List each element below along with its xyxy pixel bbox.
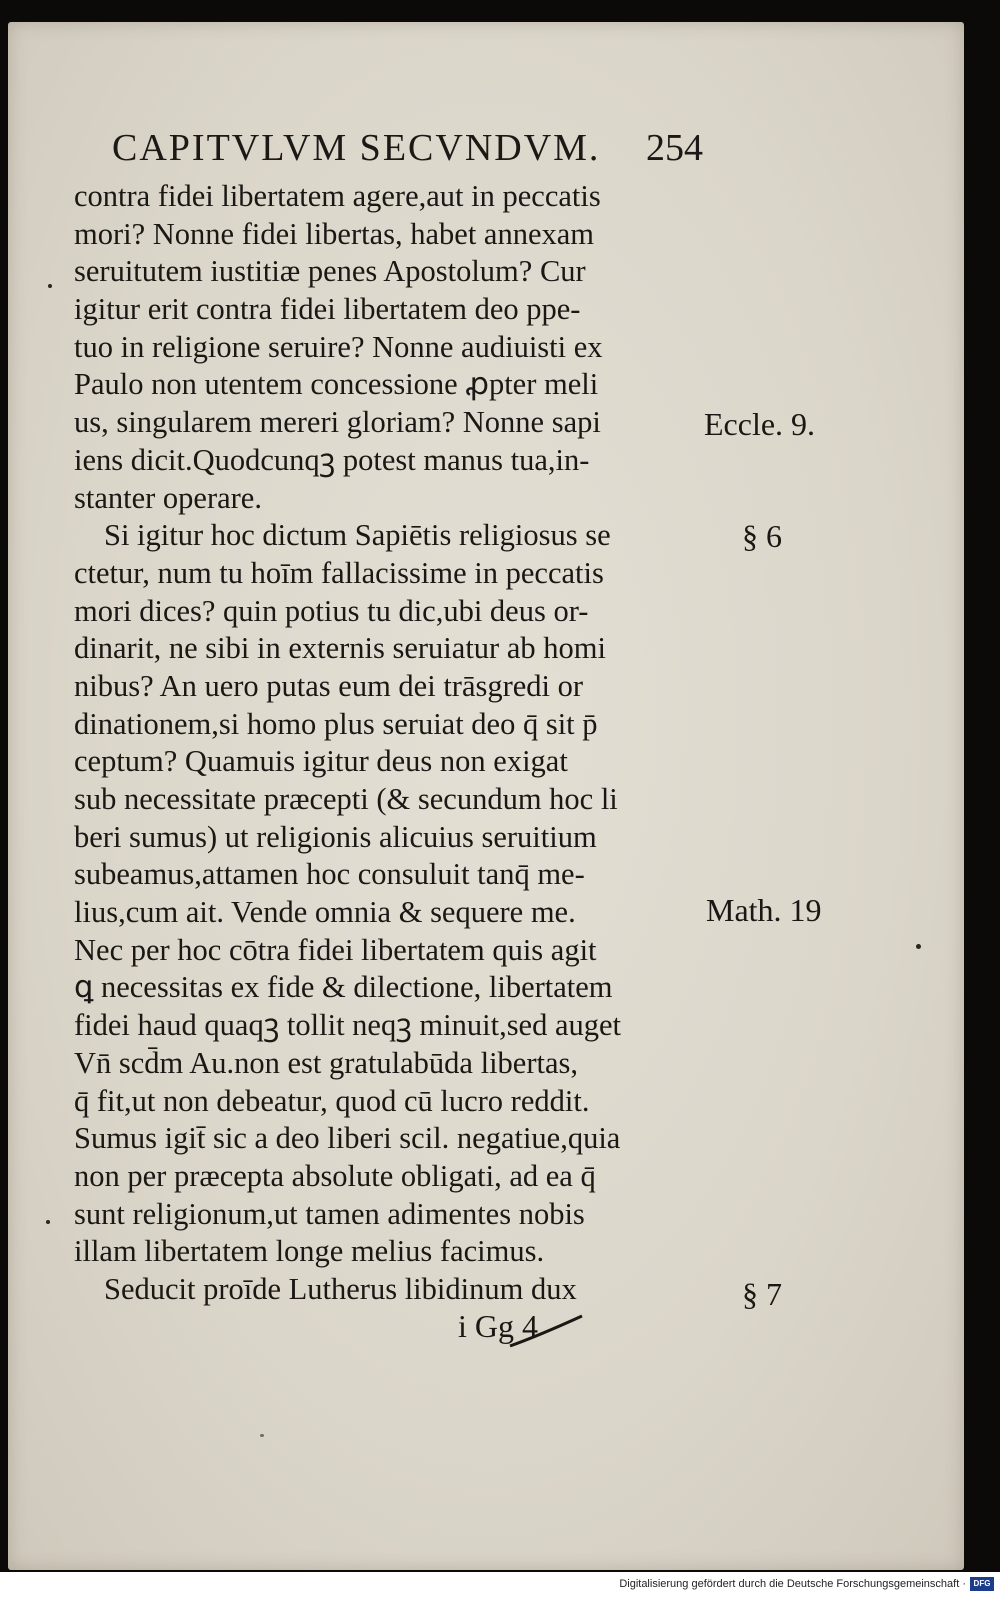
text-line: fidei haud quaqꝫ tollit neqꝫ minuit,sed auget [74, 1008, 622, 1043]
text-line: sunt religionum,ut tamen adimentes nobis [74, 1196, 585, 1231]
text-line: Si igitur hoc dictum Sapiētis religiosus se [104, 518, 611, 553]
text-line: nibus? An uero putas eum dei trāsgredi or [74, 668, 584, 703]
text-line: tuo in religione seruire? Nonne audiuisti ex [74, 329, 603, 364]
text-line: ꝗ necessitas ex fide & dilectione, libertatem [74, 970, 613, 1005]
ink-speck [260, 1434, 264, 1437]
text-line: contra fidei libertatem agere,aut in peccatis [74, 179, 601, 213]
text-line: lius,cum ait. Vende omnia & sequere me. [74, 895, 576, 930]
footer-bar [0, 1572, 1000, 1598]
text-line: ceptum? Quamuis igitur deus non exigat [74, 744, 568, 779]
text-line: Nec per hoc cōtra fidei libertatem quis agit [74, 932, 597, 967]
margin-note-section-6: § 6 [742, 518, 782, 554]
text-line: non per præcepta absolute obligati, ad ea q̄ [74, 1158, 596, 1193]
margin-note-eccle: Eccle. 9. [704, 406, 816, 442]
margin-note-math: Math. 19 [706, 892, 822, 928]
text-line: mori? Nonne fidei libertas, habet annexam [74, 216, 595, 251]
text-line: beri sumus) ut religionis alicuius seruitium [74, 819, 597, 854]
text-line: Seducit proīde Lutherus libidinum dux [104, 1271, 577, 1306]
text-line: igitur erit contra fidei libertatem deo ppe- [74, 292, 581, 327]
text-line: dinarit, ne sibi in externis seruiatur ab homi [74, 631, 606, 666]
text-line: sub necessitate præcepti (& secundum hoc li [74, 782, 618, 816]
book-page [8, 22, 964, 1570]
funding-credit: Digitalisierung gefördert durch die Deutsche Forschungsgemeinschaft · [619, 1578, 966, 1590]
text-line: illam libertatem longe melius facimus. [74, 1234, 545, 1269]
running-head: CAPITVLVM SECVNDVM. [112, 127, 601, 169]
dfg-logo: DFG [970, 1577, 994, 1591]
text-line: Vn̄ scd̄m Au.non est gratulabūda libertas, [74, 1045, 578, 1080]
text-line: q̄ fit,ut non debeatur, quod cū lucro reddit. [74, 1083, 590, 1118]
text-line: stanter operare. [74, 480, 262, 515]
page-number: 254 [646, 127, 703, 169]
text-line: Paulo non utentem concessione ꝓpter meli [74, 367, 599, 402]
text-line: seruitutem iustitiæ penes Apostolum? Cur [74, 254, 586, 289]
body-text [74, 178, 714, 1309]
text-line: mori dices? quin potius tu dic,ubi deus or- [74, 593, 589, 628]
ink-speck [916, 944, 921, 949]
handwritten-strike-mark [508, 1312, 584, 1352]
margin-note-section-7: § 7 [742, 1276, 782, 1312]
ink-speck [46, 1220, 50, 1224]
text-line: us, singularem mereri gloriam? Nonne sapi [74, 405, 601, 440]
text-line: Sumus igit̄ sic a deo liberi scil. negatiue,quia [74, 1121, 621, 1156]
text-line: ctetur, num tu hoīm fallacissime in peccatis [74, 555, 604, 590]
text-line: subeamus,attamen hoc consuluit tanq̄ me- [74, 857, 585, 892]
ink-speck [48, 284, 52, 288]
text-line: dinationem,si homo plus seruiat deo q̄ sit p̄ [74, 706, 598, 741]
signature-mark: i Gg 4 [458, 1308, 538, 1344]
text-line: iens dicit.Quodcunqꝫ potest manus tua,in- [74, 442, 590, 477]
